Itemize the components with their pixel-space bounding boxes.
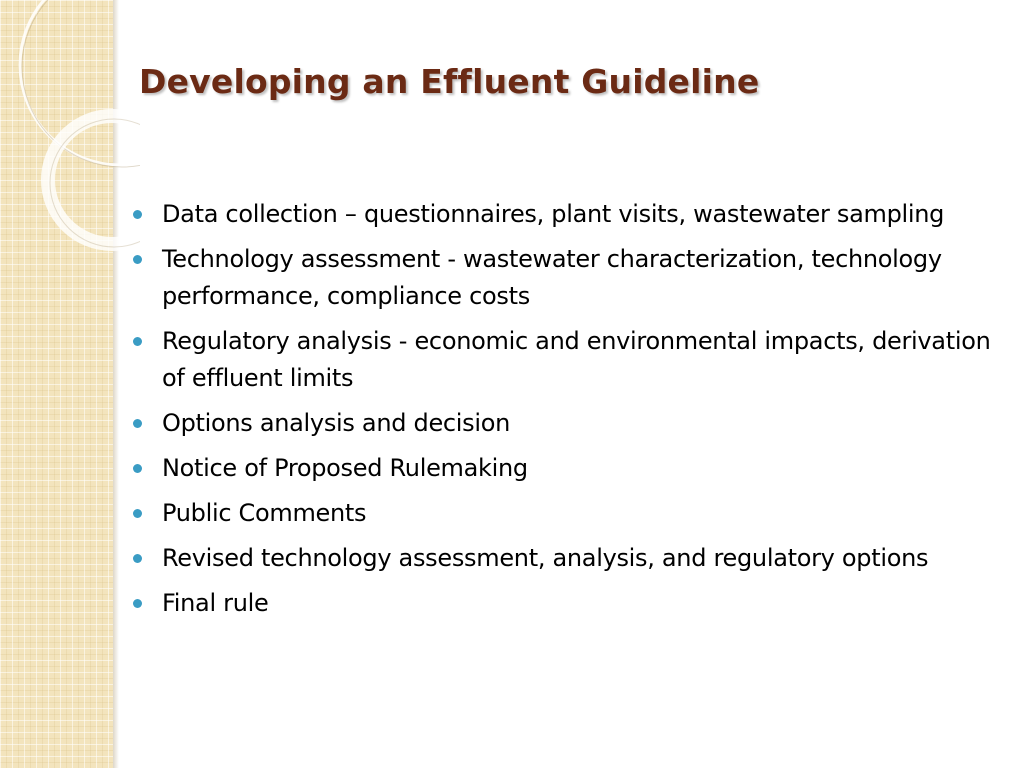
bullet-dot-icon (133, 599, 142, 608)
bullet-dot-icon (133, 210, 142, 219)
bullet-text: Technology assessment - wastewater characterization, technology performance, compliance costs (162, 245, 942, 310)
bullet-text: Regulatory analysis - economic and environmental impacts, derivation of effluent limits (162, 327, 991, 392)
bullet-dot-icon (133, 419, 142, 428)
decorative-rings-icon (0, 0, 140, 260)
bullet-text: Final rule (162, 589, 269, 617)
slide-title: Developing an Effluent Guideline (139, 62, 760, 101)
bullet-dot-icon (133, 255, 142, 264)
bullet-text: Options analysis and decision (162, 409, 511, 437)
bullet-list (133, 196, 993, 630)
bullet-item (133, 495, 993, 532)
bullet-item (133, 450, 993, 487)
bullet-item (133, 585, 993, 622)
bullet-dot-icon (133, 509, 142, 518)
bullet-text: Notice of Proposed Rulemaking (162, 454, 528, 482)
bullet-dot-icon (133, 337, 142, 346)
bullet-item (133, 323, 993, 397)
bullet-dot-icon (133, 464, 142, 473)
bullet-text: Data collection – questionnaires, plant visits, wastewater sampling (162, 200, 945, 228)
bullet-item (133, 196, 993, 233)
bullet-text: Revised technology assessment, analysis, and regulatory options (162, 544, 929, 572)
bullet-item (133, 540, 993, 577)
bullet-text: Public Comments (162, 499, 367, 527)
bullet-item (133, 241, 993, 315)
bullet-dot-icon (133, 554, 142, 563)
bullet-item (133, 405, 993, 442)
